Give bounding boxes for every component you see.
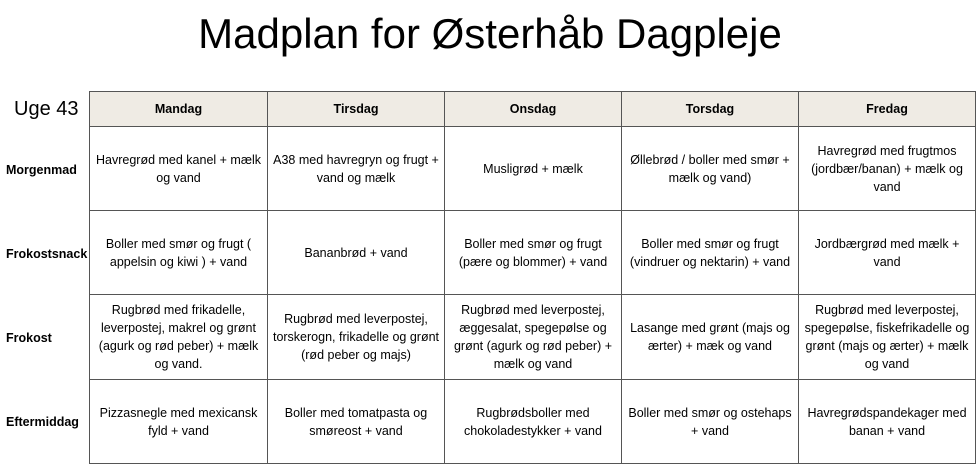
meal-cell: Bananbrød + vand <box>268 211 445 295</box>
meal-cell: A38 med havregryn og frugt + vand og mælk <box>268 127 445 211</box>
week-label: Uge 43 <box>14 98 79 120</box>
day-header-friday: Fredag <box>799 92 976 127</box>
meal-labels <box>6 128 88 464</box>
table-row-frokostsnack <box>90 211 976 295</box>
meal-cell: Rugbrød med leverpostej, spegepølse, fiskefrikadelle og grønt (majs og ærter) + mælk og vand <box>799 295 976 380</box>
meal-cell: Havregrød med frugtmos (jordbær/banan) + mælk og vand <box>799 127 976 211</box>
meal-cell: Boller med smør og ostehaps + vand <box>622 380 799 464</box>
day-header-tuesday: Tirsdag <box>268 92 445 127</box>
meal-cell: Rugbrød med frikadelle, leverpostej, makrel og grønt (agurk og rød peber) + mælk og vand. <box>90 295 268 380</box>
day-header-thursday: Torsdag <box>622 92 799 127</box>
table-row-frokost <box>90 295 976 380</box>
meal-cell: Boller med smør og frugt ( appelsin og kiwi ) + vand <box>90 211 268 295</box>
meal-cell: Øllebrød / boller med smør + mælk og vand) <box>622 127 799 211</box>
table-row-eftermiddag <box>90 380 976 464</box>
day-header-row <box>90 92 976 127</box>
meal-label: Eftermiddag <box>6 415 79 429</box>
meal-label: Morgenmad <box>6 163 77 177</box>
meal-label: Frokostsnack <box>6 247 88 261</box>
meal-cell: Lasange med grønt (majs og ærter) + mæk og vand <box>622 295 799 380</box>
meal-cell: Rugbrødsboller med chokoladestykker + vand <box>445 380 622 464</box>
day-header-monday: Mandag <box>90 92 268 127</box>
meal-plan-table <box>89 91 976 464</box>
day-header-wednesday: Onsdag <box>445 92 622 127</box>
meal-cell: Havregrødspandekager med banan + vand <box>799 380 976 464</box>
table-row-morgenmad <box>90 127 976 211</box>
meal-cell: Musligrød + mælk <box>445 127 622 211</box>
meal-cell: Havregrød med kanel + mælk og vand <box>90 127 268 211</box>
meal-label: Frokost <box>6 331 52 345</box>
page-title: Madplan for Østerhåb Dagpleje <box>198 10 782 57</box>
meal-cell: Jordbærgrød med mælk + vand <box>799 211 976 295</box>
meal-cell: Boller med tomatpasta og smøreost + vand <box>268 380 445 464</box>
meal-cell: Boller med smør og frugt (vindruer og nektarin) + vand <box>622 211 799 295</box>
meal-cell: Rugbrød med leverpostej, torskerogn, frikadelle og grønt (rød peber og majs) <box>268 295 445 380</box>
meal-cell: Rugbrød med leverpostej, æggesalat, spegepølse og grønt (agurk og rød peber) + mælk og vand <box>445 295 622 380</box>
meal-cell: Boller med smør og frugt (pære og blommer) + vand <box>445 211 622 295</box>
meal-cell: Pizzasnegle med mexicansk fyld + vand <box>90 380 268 464</box>
